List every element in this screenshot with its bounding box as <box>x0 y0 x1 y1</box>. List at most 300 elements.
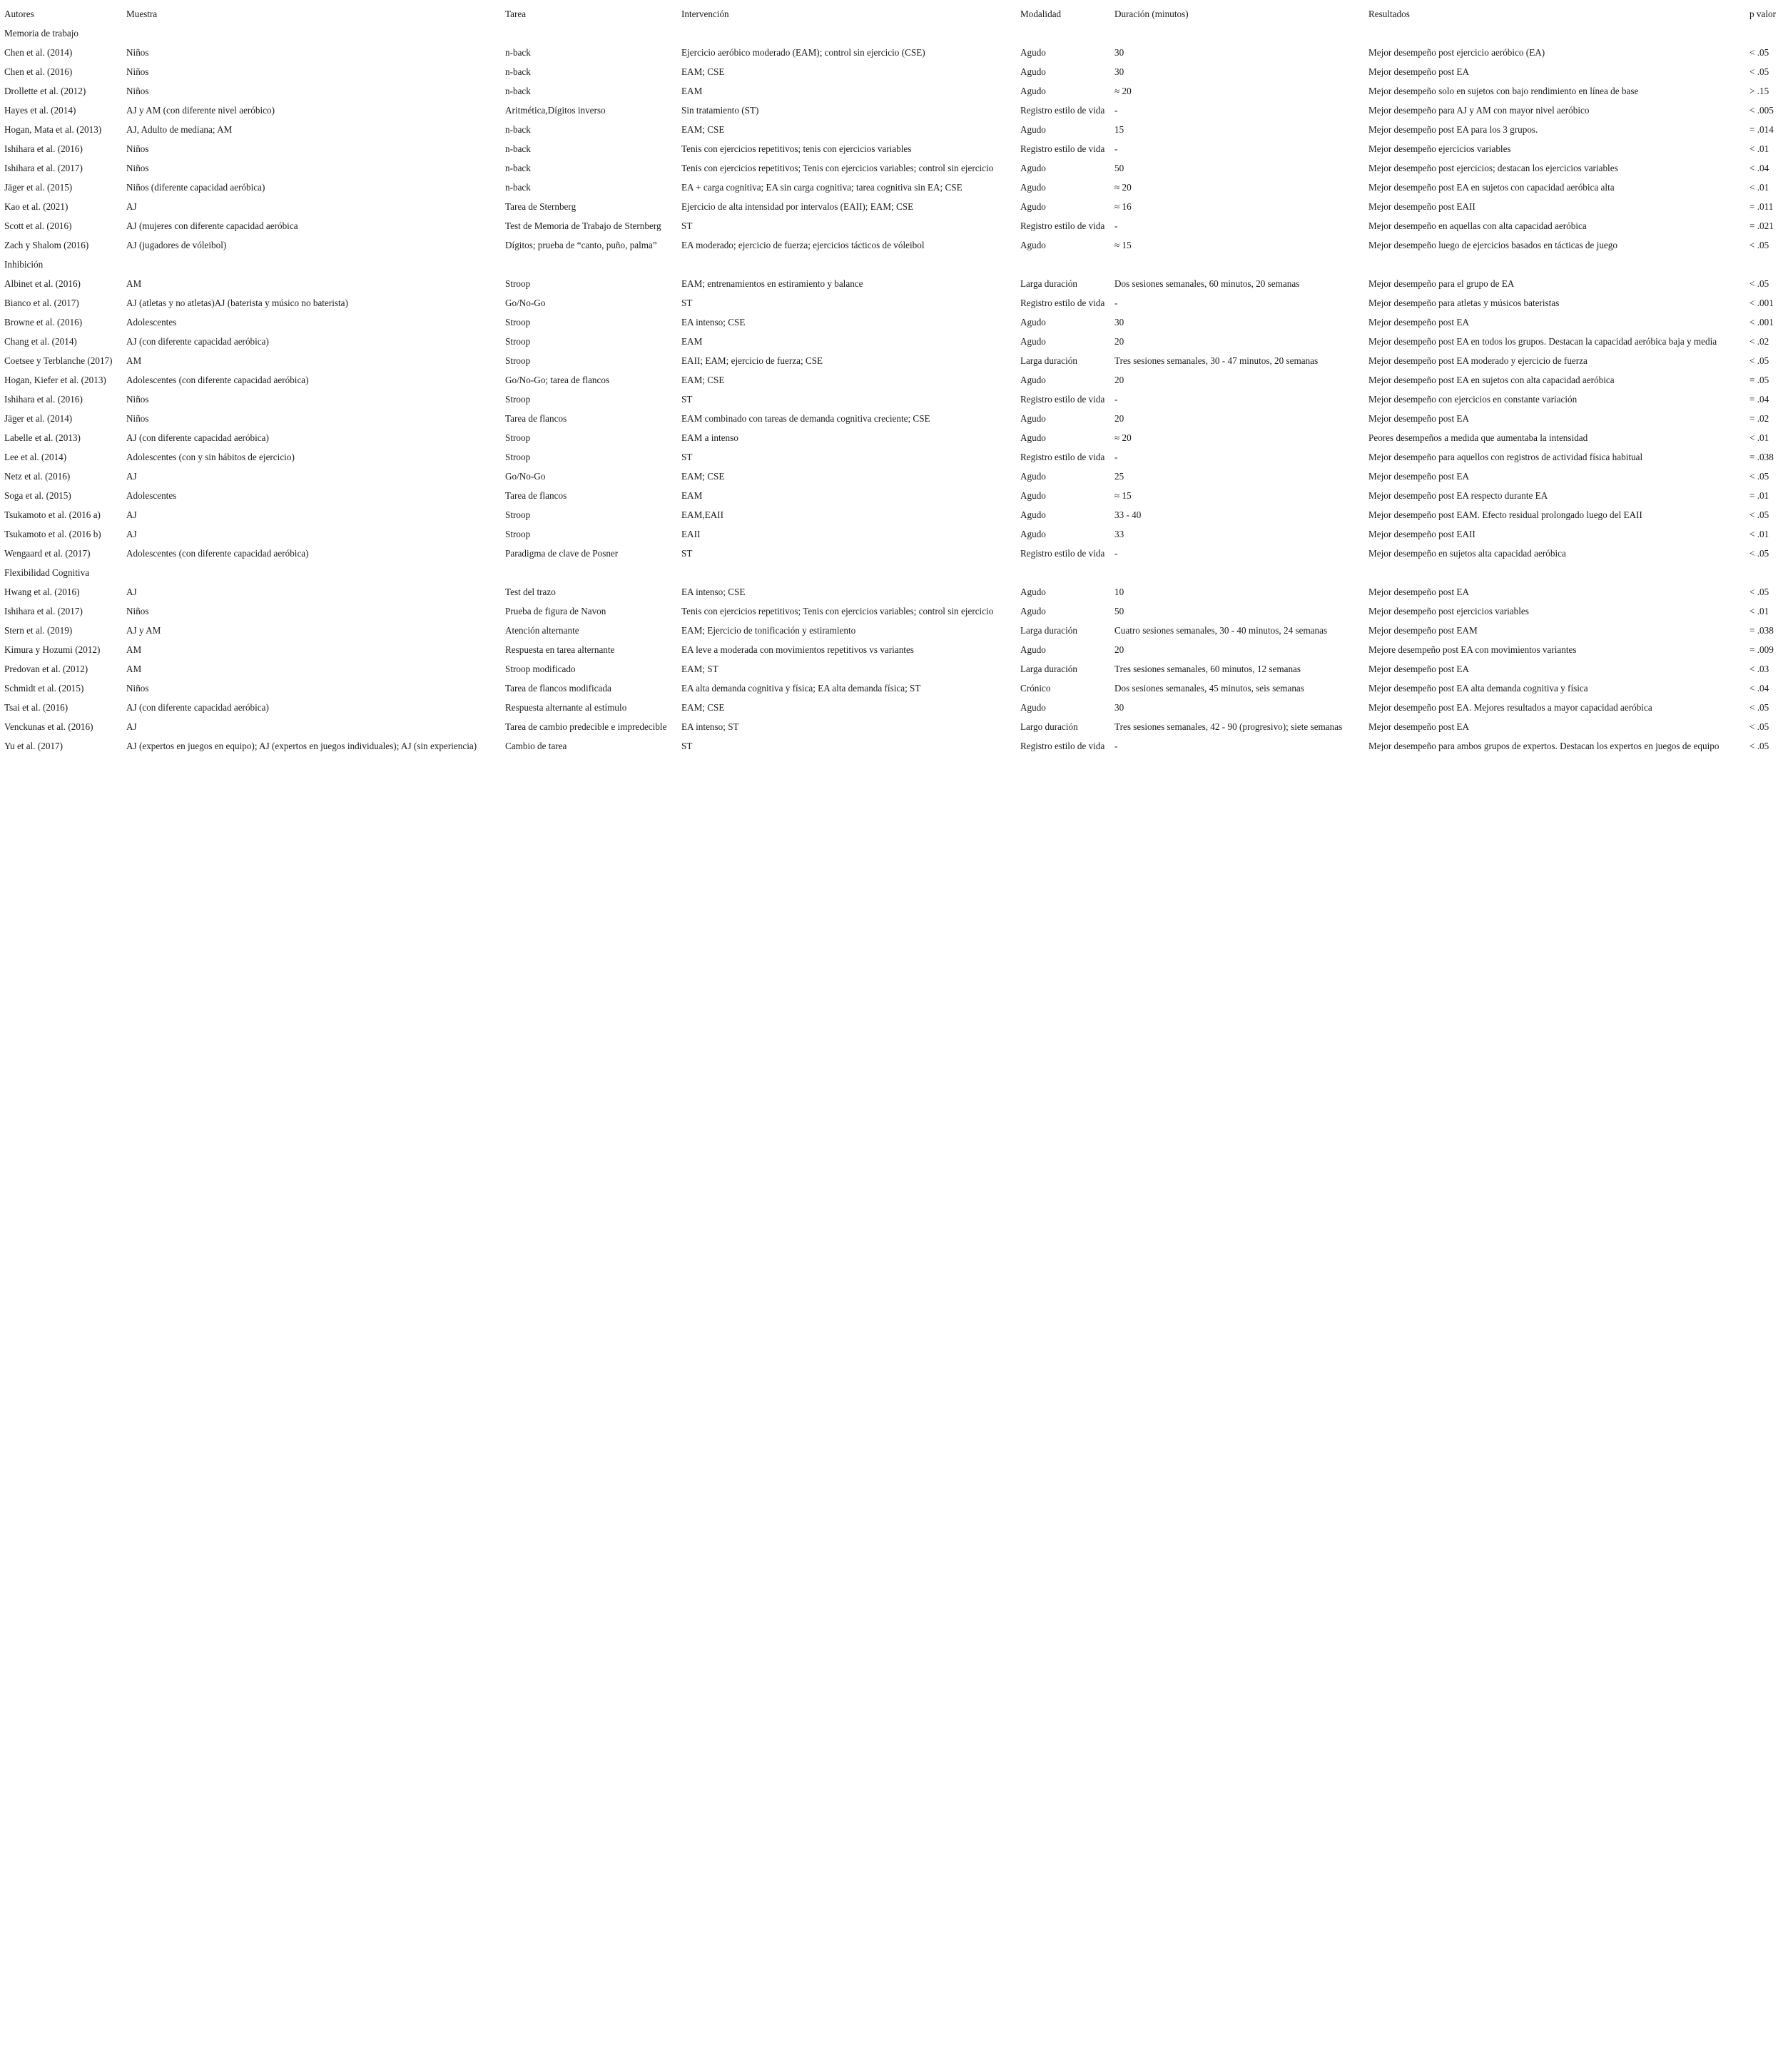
autores-cell: Schmidt et al. (2015) <box>4 682 84 694</box>
autores-cell: Ishihara et al. (2016) <box>4 143 83 154</box>
resultados-cell: Mejor desempeño post EA <box>1368 66 1470 77</box>
resultados-cell: Mejor desempeño post EAM <box>1368 624 1478 636</box>
muestra-cell: AM <box>126 644 142 655</box>
p-valor-cell: = .021 <box>1749 220 1774 231</box>
modalidad-cell: Larga duración <box>1020 355 1077 366</box>
duracion-cell: Dos sesiones semanales, 45 minutos, seis semanas <box>1114 682 1304 694</box>
p-valor-cell: < .05 <box>1749 701 1769 713</box>
muestra-cell: AJ (atletas y no atletas)AJ (baterista y músico no baterista) <box>126 297 348 308</box>
duracion-cell: 10 <box>1114 586 1124 597</box>
muestra-cell: AJ <box>126 528 137 539</box>
modalidad-cell: Agudo <box>1020 123 1046 135</box>
muestra-cell: AJ y AM <box>126 624 161 636</box>
p-valor-cell: < .005 <box>1749 104 1774 116</box>
p-valor-cell: < .04 <box>1749 682 1769 694</box>
p-valor-cell: = .009 <box>1749 644 1774 655</box>
resultados-cell: Mejor desempeño ejercicios variables <box>1368 143 1511 154</box>
autores-cell: Browne et al. (2016) <box>4 316 83 327</box>
resultados-cell: Mejor desempeño post ejercicio aeróbico (EA) <box>1368 46 1545 58</box>
duracion-cell: Dos sesiones semanales, 60 minutos, 20 semanas <box>1114 278 1300 289</box>
autores-cell: Ishihara et al. (2016) <box>4 393 83 405</box>
p-valor-cell: = .04 <box>1749 393 1769 405</box>
p-valor-cell: < .01 <box>1749 432 1769 443</box>
p-valor-cell: < .04 <box>1749 162 1769 173</box>
table-row <box>4 486 1785 505</box>
modalidad-cell: Agudo <box>1020 470 1046 482</box>
intervencion-cell: ST <box>681 220 693 231</box>
tarea-cell: Stroop <box>505 451 531 462</box>
p-valor-cell: < .02 <box>1749 335 1769 347</box>
muestra-cell: Adolescentes <box>126 316 177 327</box>
autores-cell: Netz et al. (2016) <box>4 470 71 482</box>
duracion-cell: 33 <box>1114 528 1124 539</box>
resultados-cell: Mejor desempeño para ambos grupos de expertos. Destacan los expertos en juegos de equipo <box>1368 740 1720 751</box>
autores-cell: Soga et al. (2015) <box>4 489 71 501</box>
section-row <box>4 563 1785 582</box>
muestra-cell: Adolescentes (con y sin hábitos de ejercicio) <box>126 451 295 462</box>
section-row <box>4 24 1785 43</box>
autores-cell: Ishihara et al. (2017) <box>4 605 83 616</box>
intervencion-cell: EA intenso; CSE <box>681 316 746 327</box>
resultados-cell: Mejor desempeño post EA moderado y ejercicio de fuerza <box>1368 355 1588 366</box>
muestra-cell: AJ <box>126 586 137 597</box>
duracion-cell: Tres sesiones semanales, 60 minutos, 12 semanas <box>1114 663 1301 674</box>
modalidad-cell: Registro estilo de vida <box>1020 451 1105 462</box>
tarea-cell: Test del trazo <box>505 586 556 597</box>
table-row <box>4 81 1785 101</box>
resultados-cell: Mejor desempeño con ejercicios en constante variación <box>1368 393 1578 405</box>
table-row <box>4 293 1785 313</box>
modalidad-cell: Registro estilo de vida <box>1020 220 1105 231</box>
autores-cell: Hogan, Kiefer et al. (2013) <box>4 374 106 385</box>
table-row <box>4 447 1785 467</box>
intervencion-cell: EAM <box>681 489 703 501</box>
column-header-p-valor: p valor <box>1749 8 1776 19</box>
modalidad-cell: Agudo <box>1020 181 1046 193</box>
intervencion-cell: ST <box>681 451 693 462</box>
tarea-cell: Cambio de tarea <box>505 740 567 751</box>
modalidad-cell: Larga duración <box>1020 663 1077 674</box>
modalidad-cell: Registro estilo de vida <box>1020 393 1105 405</box>
muestra-cell: AM <box>126 355 142 366</box>
intervencion-cell: ST <box>681 547 693 559</box>
table-row <box>4 467 1785 486</box>
table-row <box>4 736 1785 756</box>
autores-cell: Jäger et al. (2015) <box>4 181 73 193</box>
intervencion-cell: EA intenso; ST <box>681 721 739 732</box>
muestra-cell: Adolescentes (con diferente capacidad aeróbica) <box>126 374 309 385</box>
autores-cell: Drollette et al. (2012) <box>4 85 86 96</box>
resultados-cell: Mejor desempeño post EA en sujetos con capacidad aeróbica alta <box>1368 181 1615 193</box>
table-row <box>4 178 1785 197</box>
tarea-cell: Tarea de flancos <box>505 489 567 501</box>
tarea-cell: Stroop <box>505 335 531 347</box>
muestra-cell: Niños <box>126 66 149 77</box>
resultados-cell: Mejor desempeño post EA en todos los grupos. Destacan la capacidad aeróbica baja y media <box>1368 335 1717 347</box>
resultados-cell: Mejor desempeño post EAM. Efecto residual prolongado luego del EAII <box>1368 509 1642 520</box>
tarea-cell: Atención alternante <box>505 624 579 636</box>
muestra-cell: Niños <box>126 85 149 96</box>
table-row <box>4 370 1785 390</box>
intervencion-cell: EAM; CSE <box>681 374 725 385</box>
tarea-cell: Tarea de Sternberg <box>505 200 576 212</box>
muestra-cell: AJ <box>126 509 137 520</box>
intervencion-cell: EAM a intenso <box>681 432 738 443</box>
modalidad-cell: Agudo <box>1020 605 1046 616</box>
resultados-cell: Mejor desempeño para AJ y AM con mayor nivel aeróbico <box>1368 104 1590 116</box>
duracion-cell: - <box>1114 297 1118 308</box>
resultados-cell: Mejor desempeño post EA respecto durante EA <box>1368 489 1548 501</box>
duracion-cell: - <box>1114 143 1118 154</box>
resultados-cell: Mejor desempeño para atletas y músicos bateristas <box>1368 297 1560 308</box>
p-valor-cell: < .01 <box>1749 605 1769 616</box>
modalidad-cell: Registro estilo de vida <box>1020 547 1105 559</box>
table-row <box>4 640 1785 659</box>
duracion-cell: 25 <box>1114 470 1124 482</box>
tarea-cell: Respuesta alternante al estímulo <box>505 701 627 713</box>
tarea-cell: Stroop <box>505 278 531 289</box>
p-valor-cell: < .001 <box>1749 316 1774 327</box>
muestra-cell: AJ y AM (con diferente nivel aeróbico) <box>126 104 275 116</box>
muestra-cell: AM <box>126 663 142 674</box>
table-row <box>4 313 1785 332</box>
duracion-cell: - <box>1114 547 1118 559</box>
duracion-cell: 30 <box>1114 701 1124 713</box>
resultados-cell: Mejor desempeño post EAII <box>1368 200 1475 212</box>
autores-cell: Tsai et al. (2016) <box>4 701 68 713</box>
modalidad-cell: Agudo <box>1020 85 1046 96</box>
table-row <box>4 216 1785 235</box>
autores-cell: Labelle et al. (2013) <box>4 432 81 443</box>
p-valor-cell: = .02 <box>1749 412 1769 424</box>
p-valor-cell: = .014 <box>1749 123 1774 135</box>
tarea-cell: Prueba de figura de Navon <box>505 605 606 616</box>
autores-cell: Chen et al. (2016) <box>4 66 73 77</box>
table-row <box>4 409 1785 428</box>
tarea-cell: n-back <box>505 162 531 173</box>
tarea-cell: Tarea de flancos <box>505 412 567 424</box>
autores-cell: Chang et al. (2014) <box>4 335 77 347</box>
duracion-cell: 50 <box>1114 605 1124 616</box>
modalidad-cell: Registro estilo de vida <box>1020 104 1105 116</box>
modalidad-cell: Agudo <box>1020 374 1046 385</box>
p-valor-cell: < .05 <box>1749 66 1769 77</box>
duracion-cell: 30 <box>1114 46 1124 58</box>
tarea-cell: n-back <box>505 181 531 193</box>
table-row <box>4 197 1785 216</box>
p-valor-cell: > .15 <box>1749 85 1769 96</box>
intervencion-cell: EAM,EAII <box>681 509 723 520</box>
table-row <box>4 601 1785 621</box>
duracion-cell: Tres sesiones semanales, 42 - 90 (progresivo); siete semanas <box>1114 721 1343 732</box>
autores-cell: Coetsee y Terblanche (2017) <box>4 355 113 366</box>
duracion-cell: 30 <box>1114 316 1124 327</box>
table-row <box>4 524 1785 544</box>
modalidad-cell: Agudo <box>1020 335 1046 347</box>
p-valor-cell: = .01 <box>1749 489 1769 501</box>
intervencion-cell: EAM; CSE <box>681 66 725 77</box>
table-row <box>4 101 1785 120</box>
intervencion-cell: EAM <box>681 85 703 96</box>
section-row <box>4 255 1785 274</box>
table-row <box>4 390 1785 409</box>
p-valor-cell: = .038 <box>1749 451 1774 462</box>
p-valor-cell: = .011 <box>1749 200 1774 212</box>
duracion-cell: - <box>1114 104 1118 116</box>
muestra-cell: AJ (mujeres con diferente capacidad aeróbica <box>126 220 298 231</box>
muestra-cell: Adolescentes <box>126 489 177 501</box>
table-row <box>4 139 1785 158</box>
tarea-cell: Stroop <box>505 316 531 327</box>
autores-cell: Zach y Shalom (2016) <box>4 239 89 250</box>
intervencion-cell: EAM; CSE <box>681 123 725 135</box>
duracion-cell: 33 - 40 <box>1114 509 1142 520</box>
autores-cell: Hwang et al. (2016) <box>4 586 80 597</box>
modalidad-cell: Agudo <box>1020 66 1046 77</box>
p-valor-cell: < .05 <box>1749 509 1769 520</box>
modalidad-cell: Agudo <box>1020 316 1046 327</box>
muestra-cell: AM <box>126 278 142 289</box>
table-row <box>4 158 1785 178</box>
p-valor-cell: < .001 <box>1749 297 1774 308</box>
table-row <box>4 62 1785 81</box>
table-row <box>4 621 1785 640</box>
intervencion-cell: Tenis con ejercicios repetitivos; tenis con ejercicios variables <box>681 143 912 154</box>
duracion-cell: - <box>1114 393 1118 405</box>
autores-cell: Hogan, Mata et al. (2013) <box>4 123 102 135</box>
muestra-cell: Niños <box>126 682 149 694</box>
tarea-cell: Respuesta en tarea alternante <box>505 644 615 655</box>
p-valor-cell: < .05 <box>1749 46 1769 58</box>
resultados-cell: Mejor desempeño post EA <box>1368 470 1470 482</box>
duracion-cell: - <box>1114 451 1118 462</box>
intervencion-cell: EAM <box>681 335 703 347</box>
table-body <box>4 24 1785 756</box>
intervencion-cell: EAII; EAM; ejercicio de fuerza; CSE <box>681 355 823 366</box>
duracion-cell: 20 <box>1114 644 1124 655</box>
duracion-cell: 15 <box>1114 123 1124 135</box>
muestra-cell: AJ (jugadores de vóleibol) <box>126 239 227 250</box>
tarea-cell: Go/No-Go <box>505 470 546 482</box>
p-valor-cell: < .01 <box>1749 143 1769 154</box>
table-row <box>4 717 1785 736</box>
resultados-cell: Mejor desempeño post EA alta demanda cognitiva y física <box>1368 682 1588 694</box>
resultados-cell: Mejor desempeño para el grupo de EA <box>1368 278 1515 289</box>
muestra-cell: Niños <box>126 605 149 616</box>
autores-cell: Predovan et al. (2012) <box>4 663 88 674</box>
muestra-cell: AJ (con diferente capacidad aeróbica) <box>126 432 269 443</box>
tarea-cell: Stroop <box>505 432 531 443</box>
p-valor-cell: < .05 <box>1749 586 1769 597</box>
autores-cell: Wengaard et al. (2017) <box>4 547 91 559</box>
resultados-cell: Mejor desempeño post ejercicios variables <box>1368 605 1529 616</box>
tarea-cell: Paradigma de clave de Posner <box>505 547 619 559</box>
modalidad-cell: Agudo <box>1020 528 1046 539</box>
p-valor-cell: < .05 <box>1749 278 1769 289</box>
duracion-cell: ≈ 20 <box>1114 85 1132 96</box>
p-valor-cell: = .038 <box>1749 624 1774 636</box>
autores-cell: Tsukamoto et al. (2016 b) <box>4 528 101 539</box>
tarea-cell: Stroop <box>505 355 531 366</box>
section-title: Inhibición <box>4 258 44 270</box>
intervencion-cell: Sin tratamiento (ST) <box>681 104 759 116</box>
resultados-cell: Mejor desempeño post EA en sujetos con alta capacidad aeróbica <box>1368 374 1615 385</box>
header-row <box>4 4 1785 24</box>
modalidad-cell: Largo duración <box>1020 721 1078 732</box>
modalidad-cell: Agudo <box>1020 200 1046 212</box>
duracion-cell: - <box>1114 220 1118 231</box>
resultados-cell: Mejor desempeño post EA <box>1368 721 1470 732</box>
resultados-cell: Mejor desempeño post EAII <box>1368 528 1475 539</box>
modalidad-cell: Agudo <box>1020 586 1046 597</box>
intervencion-cell: EAM; entrenamientos en estiramiento y balance <box>681 278 863 289</box>
duracion-cell: ≈ 20 <box>1114 181 1132 193</box>
tarea-cell: Go/No-Go; tarea de flancos <box>505 374 610 385</box>
modalidad-cell: Agudo <box>1020 644 1046 655</box>
intervencion-cell: Tenis con ejercicios repetitivos; Tenis con ejercicios variables; control sin ejercicio <box>681 605 994 616</box>
column-header-intervencion: Intervención <box>681 8 729 19</box>
muestra-cell: AJ <box>126 721 137 732</box>
muestra-cell: Niños <box>126 46 149 58</box>
autores-cell: Hayes et al. (2014) <box>4 104 76 116</box>
table-row <box>4 659 1785 679</box>
autores-cell: Ishihara et al. (2017) <box>4 162 83 173</box>
tarea-cell: Stroop <box>505 509 531 520</box>
table-row <box>4 428 1785 447</box>
duracion-cell: 20 <box>1114 412 1124 424</box>
duracion-cell: 30 <box>1114 66 1124 77</box>
resultados-cell: Mejor desempeño post ejercicios; destacan los ejercicios variables <box>1368 162 1618 173</box>
resultados-cell: Mejor desempeño post EA para los 3 grupos. <box>1368 123 1538 135</box>
tarea-cell: n-back <box>505 66 531 77</box>
tarea-cell: n-back <box>505 46 531 58</box>
column-header-duracion: Duración (minutos) <box>1114 8 1189 19</box>
results-table <box>4 4 1785 756</box>
p-valor-cell: < .05 <box>1749 470 1769 482</box>
autores-cell: Stern et al. (2019) <box>4 624 73 636</box>
duracion-cell: ≈ 20 <box>1114 432 1132 443</box>
table-row <box>4 679 1785 698</box>
duracion-cell: 20 <box>1114 374 1124 385</box>
section-title: Flexibilidad Cognitiva <box>4 567 90 578</box>
modalidad-cell: Larga duración <box>1020 624 1077 636</box>
muestra-cell: Niños (diferente capacidad aeróbica) <box>126 181 265 193</box>
tarea-cell: Tarea de cambio predecible e impredecible <box>505 721 667 732</box>
muestra-cell: AJ, Adulto de mediana; AM <box>126 123 233 135</box>
modalidad-cell: Registro estilo de vida <box>1020 740 1105 751</box>
resultados-cell: Mejor desempeño post EA <box>1368 412 1470 424</box>
table-row <box>4 274 1785 293</box>
resultados-cell: Peores desempeños a medida que aumentaba la intensidad <box>1368 432 1588 443</box>
modalidad-cell: Agudo <box>1020 701 1046 713</box>
table-row <box>4 43 1785 62</box>
intervencion-cell: EAM; CSE <box>681 701 725 713</box>
resultados-cell: Mejor desempeño para aquellos con registros de actividad física habitual <box>1368 451 1643 462</box>
autores-cell: Albinet et al. (2016) <box>4 278 81 289</box>
tarea-cell: n-back <box>505 143 531 154</box>
muestra-cell: Adolescentes (con diferente capacidad aeróbica) <box>126 547 309 559</box>
resultados-cell: Mejor desempeño post EA <box>1368 316 1470 327</box>
table-row <box>4 582 1785 601</box>
intervencion-cell: EAM combinado con tareas de demanda cognitiva creciente; CSE <box>681 412 930 424</box>
column-header-tarea: Tarea <box>505 8 527 19</box>
resultados-cell: Mejor desempeño post EA <box>1368 586 1470 597</box>
tarea-cell: Aritmética,Dígitos inverso <box>505 104 606 116</box>
p-valor-cell: < .05 <box>1749 740 1769 751</box>
modalidad-cell: Crónico <box>1020 682 1051 694</box>
table-row <box>4 120 1785 139</box>
intervencion-cell: EA intenso; CSE <box>681 586 746 597</box>
table-row <box>4 332 1785 351</box>
tarea-cell: Stroop <box>505 528 531 539</box>
tarea-cell: Tarea de flancos modificada <box>505 682 611 694</box>
duracion-cell: - <box>1114 740 1118 751</box>
intervencion-cell: EA alta demanda cognitiva y física; EA alta demanda física; ST <box>681 682 921 694</box>
duracion-cell: ≈ 15 <box>1114 489 1132 501</box>
resultados-cell: Mejor desempeño solo en sujetos con bajo rendimiento en línea de base <box>1368 85 1639 96</box>
muestra-cell: Niños <box>126 162 149 173</box>
column-header-resultados: Resultados <box>1368 8 1410 19</box>
modalidad-cell: Agudo <box>1020 432 1046 443</box>
intervencion-cell: EAII <box>681 528 701 539</box>
intervencion-cell: EA leve a moderada con movimientos repetitivos vs variantes <box>681 644 914 655</box>
tarea-cell: n-back <box>505 85 531 96</box>
autores-cell: Tsukamoto et al. (2016 a) <box>4 509 101 520</box>
modalidad-cell: Agudo <box>1020 509 1046 520</box>
resultados-cell: Mejore desempeño post EA con movimientos variantes <box>1368 644 1577 655</box>
autores-cell: Bianco et al. (2017) <box>4 297 79 308</box>
column-header-autores: Autores <box>4 8 34 19</box>
table-row <box>4 698 1785 717</box>
tarea-cell: n-back <box>505 123 531 135</box>
autores-cell: Kimura y Hozumi (2012) <box>4 644 101 655</box>
p-valor-cell: < .01 <box>1749 181 1769 193</box>
autores-cell: Kao et al. (2021) <box>4 200 68 212</box>
modalidad-cell: Agudo <box>1020 46 1046 58</box>
autores-cell: Chen et al. (2014) <box>4 46 73 58</box>
intervencion-cell: EA + carga cognitiva; EA sin carga cognitiva; tarea cognitiva sin EA; CSE <box>681 181 962 193</box>
duracion-cell: Tres sesiones semanales, 30 - 47 minutos, 20 semanas <box>1114 355 1319 366</box>
modalidad-cell: Agudo <box>1020 489 1046 501</box>
tarea-cell: Go/No-Go <box>505 297 546 308</box>
resultados-cell: Mejor desempeño en sujetos alta capacidad aeróbica <box>1368 547 1566 559</box>
muestra-cell: AJ (con diferente capacidad aeróbica) <box>126 701 269 713</box>
p-valor-cell: < .03 <box>1749 663 1769 674</box>
intervencion-cell: ST <box>681 297 693 308</box>
section-title: Memoria de trabajo <box>4 27 78 39</box>
intervencion-cell: ST <box>681 740 693 751</box>
p-valor-cell: < .05 <box>1749 547 1769 559</box>
p-valor-cell: < .05 <box>1749 355 1769 366</box>
muestra-cell: Niños <box>126 412 149 424</box>
muestra-cell: AJ (con diferente capacidad aeróbica) <box>126 335 269 347</box>
muestra-cell: AJ (expertos en juegos en equipo); AJ (expertos en juegos individuales); AJ (sin experiencia) <box>126 740 477 751</box>
intervencion-cell: EAM; CSE <box>681 470 725 482</box>
intervencion-cell: Ejercicio de alta intensidad por intervalos (EAII); EAM; CSE <box>681 200 914 212</box>
autores-cell: Scott et al. (2016) <box>4 220 72 231</box>
resultados-cell: Mejor desempeño en aquellas con alta capacidad aeróbica <box>1368 220 1587 231</box>
resultados-cell: Mejor desempeño luego de ejercicios basados en tácticas de juego <box>1368 239 1617 250</box>
modalidad-cell: Registro estilo de vida <box>1020 143 1105 154</box>
intervencion-cell: EAM; Ejercicio de tonificación y estiramiento <box>681 624 856 636</box>
modalidad-cell: Larga duración <box>1020 278 1077 289</box>
resultados-cell: Mejor desempeño post EA <box>1368 663 1470 674</box>
p-valor-cell: < .01 <box>1749 528 1769 539</box>
duracion-cell: 50 <box>1114 162 1124 173</box>
autores-cell: Lee et al. (2014) <box>4 451 67 462</box>
duracion-cell: ≈ 15 <box>1114 239 1132 250</box>
muestra-cell: AJ <box>126 200 137 212</box>
